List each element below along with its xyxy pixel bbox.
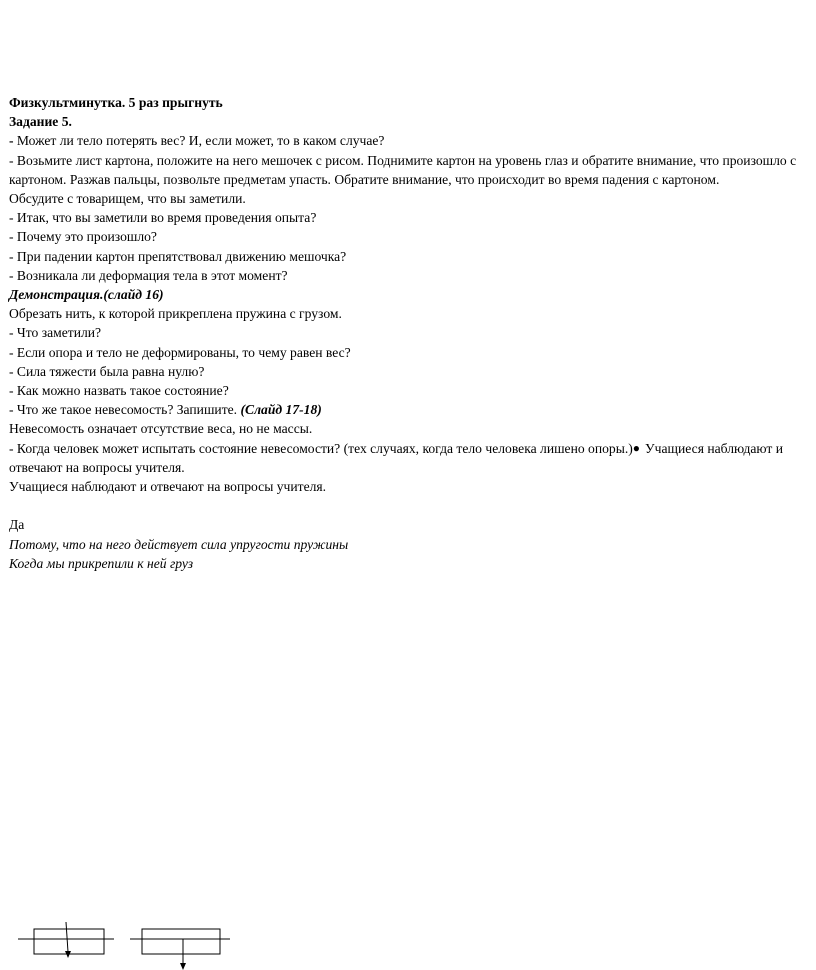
question-text: - Когда человек может испытать состояние невесомости? (тех случаях, когда тело человека лишено опоры.) xyxy=(9,440,633,456)
carton-with-bag-arrow-icon xyxy=(18,922,114,958)
answer-line: Потому, что на него действует сила упругости пружины xyxy=(9,536,349,552)
task-title: Задание 5. xyxy=(9,114,72,130)
answer-line: Когда мы прикрепили к ней груз xyxy=(9,555,194,571)
slide-reference: (Слайд 17-18) xyxy=(240,402,322,418)
question-paragraph xyxy=(9,439,799,477)
observe-inline-text: Учащиеся наблюдают и отвечают на вопросы учителя. xyxy=(9,440,784,475)
answer-line: Да xyxy=(9,517,25,533)
instructions-paragraph: - Возьмите лист картона, положите на него мешочек с рисом. Поднимите картон на уровень глаз и обратите внимание, что произошло с картоном. Разжав пальцы, позвольте предметам упасть. Обратите внимание, что происходит во время падения с картоном. xyxy=(9,152,797,187)
definition-line: Невесомость означает отсутствие веса, но не массы. xyxy=(9,421,313,437)
bullet-icon: ● xyxy=(632,440,641,455)
document-body xyxy=(9,93,799,573)
question-line: - При падении картон препятствовал движению мешочка? xyxy=(9,248,347,264)
question-text: - Что же такое невесомость? Запишите. xyxy=(9,402,241,418)
blank-line xyxy=(9,496,799,515)
question-line: - Что заметили? xyxy=(9,325,102,341)
question-line: - Итак, что вы заметили во время проведения опыта? xyxy=(9,210,317,226)
heading: Физкультминутка. 5 раз прыгнуть xyxy=(9,95,223,110)
spring-weight-arrow-icon xyxy=(130,929,230,970)
question-line: - Если опора и тело не деформированы, то чему равен вес? xyxy=(9,344,351,360)
question-line: - Как можно назвать такое состояние? xyxy=(9,383,229,399)
question-line: - Сила тяжести была равна нулю? xyxy=(9,363,205,379)
observe-line: Учащиеся наблюдают и отвечают на вопросы учителя. xyxy=(9,479,327,495)
discuss-line: Обсудите с товарищем, что вы заметили. xyxy=(9,191,246,207)
demo-title: Демонстрация.(слайд 16) xyxy=(9,287,164,303)
question-line xyxy=(9,131,799,150)
question-line: - Почему это произошло? xyxy=(9,229,157,245)
question-dash: - xyxy=(9,133,14,149)
question-line: - Возникала ли деформация тела в этот момент? xyxy=(9,267,288,283)
demo-text: Обрезать нить, к которой прикреплена пружина с грузом. xyxy=(9,306,342,322)
experiment-diagram xyxy=(18,918,238,970)
question-line xyxy=(9,400,799,419)
question-text: Может ли тело потерять вес? И, если может, то в каком случае? xyxy=(13,133,385,149)
